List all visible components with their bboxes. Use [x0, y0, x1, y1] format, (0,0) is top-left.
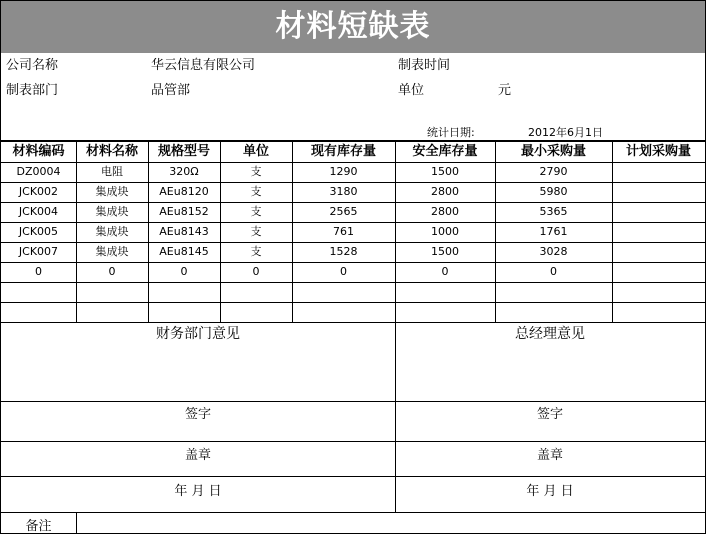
- cell-name: 集成块: [95, 185, 129, 198]
- cell-stock: [292, 282, 395, 302]
- cell-plan-purchase: [612, 242, 705, 262]
- cell-spec: AEu8120: [159, 185, 209, 198]
- cell-name: 集成块: [95, 205, 129, 218]
- cell-stock: 3180: [329, 185, 358, 198]
- column-header-code: 材料编码: [12, 144, 65, 159]
- cell-safety: [395, 302, 495, 322]
- unit-value: 元: [498, 83, 512, 98]
- column-header-plan-purchase: 计划采购量: [625, 144, 691, 159]
- cell-unit: 支: [250, 165, 262, 178]
- cell-stock: 2565: [329, 205, 358, 218]
- column-header-unit: 单位: [242, 144, 269, 159]
- cell-plan-purchase: [612, 162, 705, 182]
- cell-stock: 1528: [329, 245, 358, 258]
- cell-unit: 支: [250, 225, 262, 238]
- cell-plan-purchase: [612, 302, 705, 322]
- column-header-stock: 现有库存量: [310, 144, 376, 159]
- cell-plan-purchase: [612, 222, 705, 242]
- cell-code: DZ0004: [16, 165, 61, 178]
- cell-code: [1, 282, 76, 302]
- cell-safety: 1500: [431, 245, 459, 258]
- cell-code: [1, 302, 76, 322]
- dept-value: 品管部: [151, 83, 191, 98]
- unit-label: 单位: [398, 83, 425, 98]
- finance-sign-label: 签字: [184, 407, 211, 422]
- time-label: 制表时间: [398, 58, 451, 73]
- gm-stamp-label: 盖章: [536, 448, 563, 463]
- cell-safety: 1000: [431, 225, 459, 238]
- cell-unit: 支: [250, 185, 262, 198]
- cell-plan-purchase: [612, 262, 705, 282]
- stat-date-value: 2012年6月1日: [528, 126, 603, 139]
- cell-code: JCK002: [18, 185, 59, 198]
- cell-code: 0: [35, 265, 42, 278]
- cell-stock: 761: [333, 225, 354, 238]
- cell-safety: 2800: [431, 205, 459, 218]
- sheet-title: 材料短缺表: [1, 1, 705, 53]
- approval-rule: [1, 512, 705, 513]
- cell-unit: [220, 282, 292, 302]
- finance-date-label: 年 月 日: [174, 484, 222, 499]
- cell-min-purchase: 0: [550, 265, 557, 278]
- cell-stock: [292, 302, 395, 322]
- cell-name: [76, 302, 148, 322]
- cell-spec: 0: [180, 265, 188, 278]
- cell-unit: 0: [252, 265, 260, 278]
- cell-min-purchase: [495, 282, 612, 302]
- finance-stamp-label: 盖章: [184, 448, 211, 463]
- approval-rule: [1, 401, 705, 402]
- cell-plan-purchase: [612, 202, 705, 222]
- cell-plan-purchase: [612, 282, 705, 302]
- cell-min-purchase: 3028: [539, 245, 568, 258]
- cell-min-purchase: 5365: [539, 205, 568, 218]
- company-label: 公司名称: [6, 58, 59, 73]
- cell-code: JCK004: [18, 205, 59, 218]
- cell-spec: [148, 302, 220, 322]
- cell-unit: 支: [250, 245, 262, 258]
- cell-spec: AEu8145: [159, 245, 209, 258]
- column-header-min-purchase: 最小采购量: [520, 144, 586, 159]
- cell-min-purchase: 5980: [539, 185, 568, 198]
- cell-min-purchase: 2790: [539, 165, 568, 178]
- cell-safety: 2800: [431, 185, 459, 198]
- column-header-safety: 安全库存量: [412, 144, 478, 159]
- cell-spec: [148, 282, 220, 302]
- gm-sign-label: 签字: [536, 407, 563, 422]
- cell-name: 0: [108, 265, 116, 278]
- approval-rule: [1, 476, 705, 477]
- cell-code: JCK007: [18, 245, 59, 258]
- cell-spec: AEu8143: [159, 225, 209, 238]
- remarks-divider: [76, 512, 77, 533]
- cell-safety: 0: [441, 265, 449, 278]
- cell-name: [76, 282, 148, 302]
- cell-min-purchase: [495, 302, 612, 322]
- cell-stock: 1290: [329, 165, 358, 178]
- cell-code: JCK005: [18, 225, 59, 238]
- cell-name: 电阻: [101, 165, 123, 178]
- cell-min-purchase: 1761: [539, 225, 568, 238]
- cell-name: 集成块: [95, 225, 129, 238]
- cell-unit: 支: [250, 205, 262, 218]
- cell-safety: [395, 282, 495, 302]
- cell-spec: 320Ω: [169, 165, 199, 178]
- cell-unit: [220, 302, 292, 322]
- cell-spec: AEu8152: [159, 205, 209, 218]
- gm-date-label: 年 月 日: [526, 484, 574, 499]
- remarks-label: 备注: [25, 519, 52, 534]
- cell-plan-purchase: [612, 182, 705, 202]
- cell-name: 集成块: [95, 245, 129, 258]
- finance-opinion-title: 财务部门意见: [156, 326, 240, 342]
- cell-safety: 1500: [431, 165, 459, 178]
- company-value: 华云信息有限公司: [151, 58, 256, 73]
- dept-label: 制表部门: [6, 83, 59, 98]
- gm-opinion-title: 总经理意见: [515, 326, 585, 342]
- stat-date-label: 统计日期:: [427, 126, 475, 139]
- column-header-name: 材料名称: [85, 144, 138, 159]
- cell-stock: 0: [340, 265, 347, 278]
- column-header-spec: 规格型号: [157, 144, 210, 159]
- approval-rule: [1, 441, 705, 442]
